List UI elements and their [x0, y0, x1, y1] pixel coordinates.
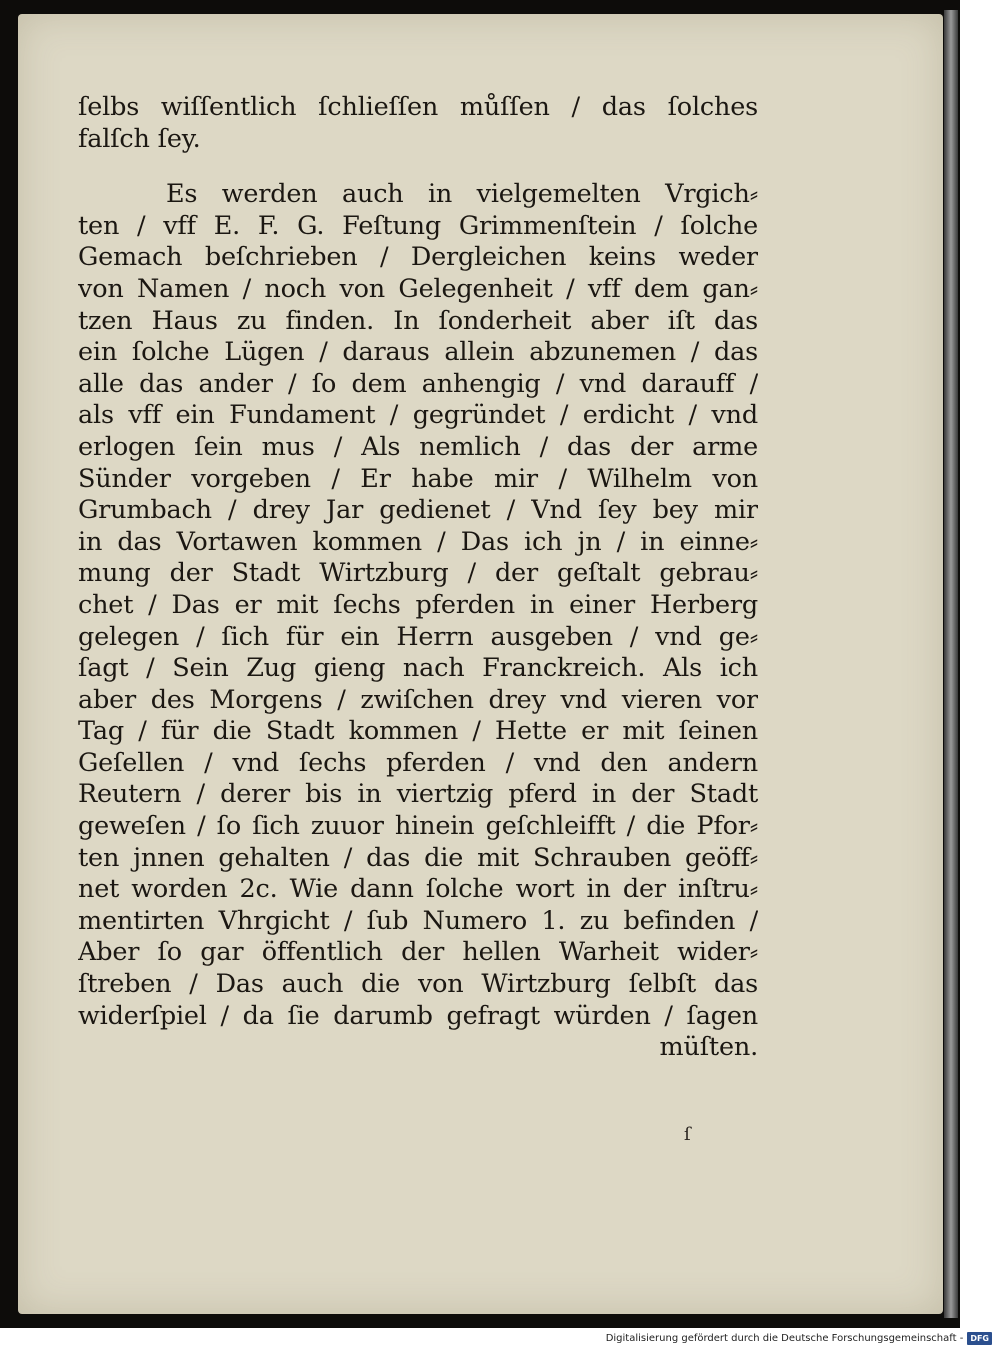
text-line: Aber ſo gar öffentlich der hellen Warheit wider⸗	[78, 937, 758, 968]
text-line: ſagt / Sein Zug gieng nach Franckreich. Als ich	[78, 653, 758, 684]
text-line: mung der Stadt Wirtzburg / der geſtalt gebrau⸗	[78, 558, 758, 589]
text-line: erlogen ſein mus / Als nemlich / das der arme	[78, 431, 758, 462]
text-line: Sünder vorgeben / Er habe mir / Wilhelm von	[78, 463, 758, 494]
text-line: chet / Das er mit ſechs pferden in einer Herberg	[78, 589, 758, 620]
text-line: Tag / für die Stadt kommen / Hette er mit ſeinen	[78, 716, 758, 747]
text-line: tzen Haus zu finden. In ſonderheit aber iſt das	[78, 305, 758, 336]
text-line: ſelbs wiſſentlich ſchlieſſen můſſen / das ſolches	[78, 92, 758, 122]
signature-mark: ſ	[684, 1124, 691, 1145]
text-line: Reutern / derer bis in viertzig pferd in der Stadt	[78, 779, 758, 810]
page-text	[78, 92, 758, 1064]
text-line: als vff ein Fundament / gegründet / erdicht / vnd	[78, 400, 758, 431]
text-line: von Namen / noch von Gelegenheit / vff dem gan⸗	[78, 273, 758, 304]
footer-text: Digitalisierung gefördert durch die Deutsche Forschungsgemeinschaft -	[605, 1332, 964, 1344]
text-line: net worden 2c. Wie dann ſolche wort in der inſtru⸗	[78, 874, 758, 905]
text-line: in das Vortawen kommen / Das ich jn / in einne⸗	[78, 526, 758, 557]
text-line: Geſellen / vnd ſechs pferden / vnd den andern	[78, 747, 758, 778]
text-line: ein ſolche Lügen / daraus allein abzunemen / das	[78, 337, 758, 368]
text-line: falſch ſey.	[78, 123, 201, 154]
text-line: mentirten Vhrgicht / ſub Numero 1. zu befinden /	[78, 905, 758, 936]
text-line: alle das ander / ſo dem anhengig / vnd darauff /	[78, 368, 758, 399]
page-edge	[944, 10, 958, 1318]
text-line: ten / vff E. F. G. Feſtung Grimmenſtein / ſolche	[78, 210, 758, 241]
text-line: müſten.	[659, 1032, 758, 1063]
text-line: ten jnnen gehalten / das die mit Schrauben geöff⸗	[78, 842, 758, 873]
text-line: widerſpiel / da ſie darumb gefragt würden / ſagen	[78, 1000, 758, 1031]
text-line: Es werden auch in vielgemelten Vrgich⸗	[166, 179, 758, 210]
digitization-footer	[606, 1331, 992, 1345]
text-line: ſtreben / Das auch die von Wirtzburg ſelbſt das	[78, 969, 758, 1000]
text-line: gelegen / ſich für ein Herrn ausgeben / vnd ge⸗	[78, 621, 758, 652]
text-line: Grumbach / drey Jar gedienet / Vnd ſey bey mir	[78, 495, 758, 526]
text-line: geweſen / ſo ſich zuuor hinein geſchleifft / die Pfor⸗	[78, 811, 758, 842]
text-line: aber des Morgens / zwiſchen drey vnd vieren vor	[78, 684, 758, 715]
text-line: Gemach beſchrieben / Dergleichen keins weder	[78, 242, 758, 273]
dfg-logo-icon: DFG	[967, 1332, 992, 1345]
